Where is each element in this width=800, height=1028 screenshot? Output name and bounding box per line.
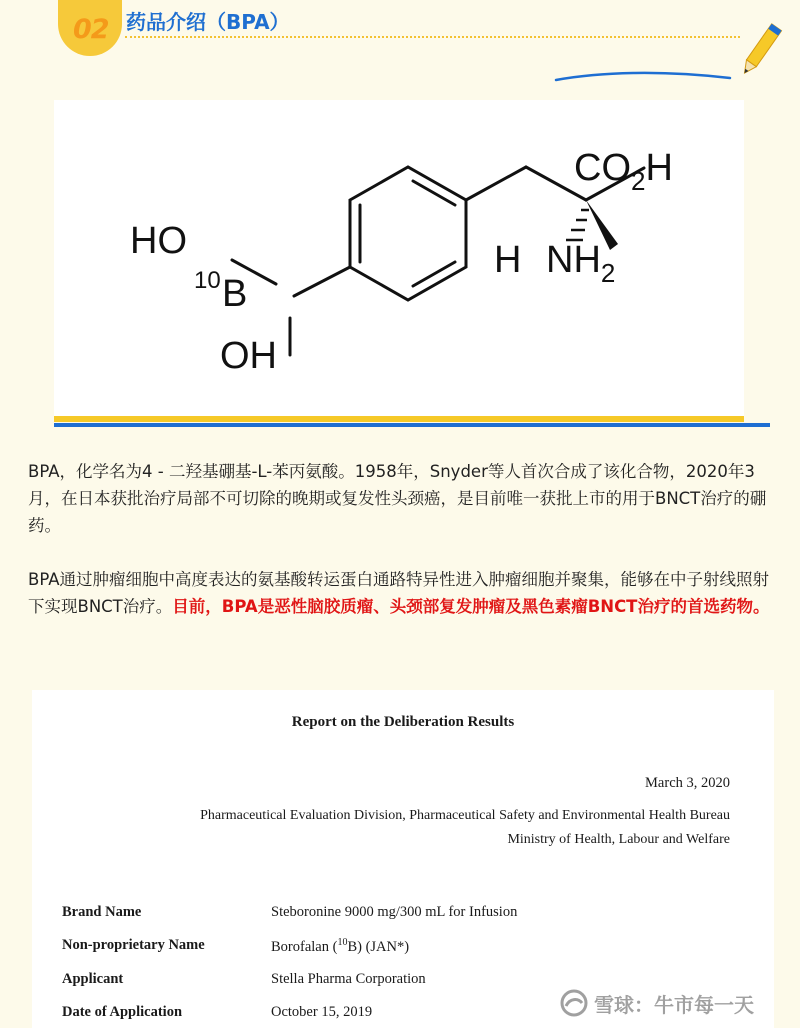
oh-label: OH [220,335,277,377]
watermark [560,988,754,1018]
snowball-logo-icon [560,989,588,1017]
section-number: 02 [73,14,109,45]
row-value: Borofalan ($^{10}$B) (JAN*) [271,937,410,955]
row-key: Non-proprietary Name [62,937,205,953]
underline-swoosh-icon [0,0,800,100]
co2h-label: $CO_2H$ [574,147,673,196]
row-value: Steboronine 9000 mg/300 mL for Infusion [271,904,518,920]
paragraph-2-normal: BPA通过肿瘤细胞中高度表达的氨基酸转运蛋白通路特异性进入肿瘤细胞并聚集，能够在中子射线照射下实现BNCT治疗。 [28,570,770,616]
description-paragraph-2 [28,566,773,620]
pencil-icon [736,18,784,84]
row-key: Date of Application [62,1004,183,1020]
accent-bar-blue [54,423,770,427]
bpa-structure-diagram [54,100,744,418]
chemical-structure-panel [54,100,744,418]
row-key: Applicant [62,971,124,987]
row-value: Stella Pharma Corporation [271,971,426,987]
nh2-label: $NH_2$ [546,239,616,288]
boron-label: B [222,273,248,315]
description-paragraph-1: BPA，化学名为4 - 二羟基硼基-L-苯丙氨酸。1958年，Snyder等人首次合成了该化合物，2020年3月，在日本获批治疗局部不可切除的晚期或复发性头颈癌，是目前唯一获批上市的用于BNCT治疗的硼药。 [28,462,767,535]
hydrogen-label: H [494,239,522,281]
report-title: Report on the Deliberation Results [291,714,515,730]
row-value: October 15, 2019 [271,1004,373,1020]
report-document [32,690,774,1028]
watermark-text: 雪球：牛市每一天 [594,992,754,1017]
accent-bar-yellow [54,416,744,422]
paragraph-2-highlight: 目前，BPA是恶性脑胶质瘤、头颈部复发肿瘤及黑色素瘤BNCT治疗的首选药物。 [172,597,770,616]
section-header [0,0,800,100]
ho-label: HO [130,220,187,262]
report-date: March 3, 2020 [645,775,730,791]
isotope-label: 10 [194,267,221,294]
row-key: Brand Name [62,904,142,920]
report-division: Pharmaceutical Evaluation Division, Pharmaceutical Safety and Environmental Health Bureau [200,808,730,823]
section-title: 药品介绍（BPA） [126,10,290,34]
report-ministry: Ministry of Health, Labour and Welfare [507,832,730,847]
